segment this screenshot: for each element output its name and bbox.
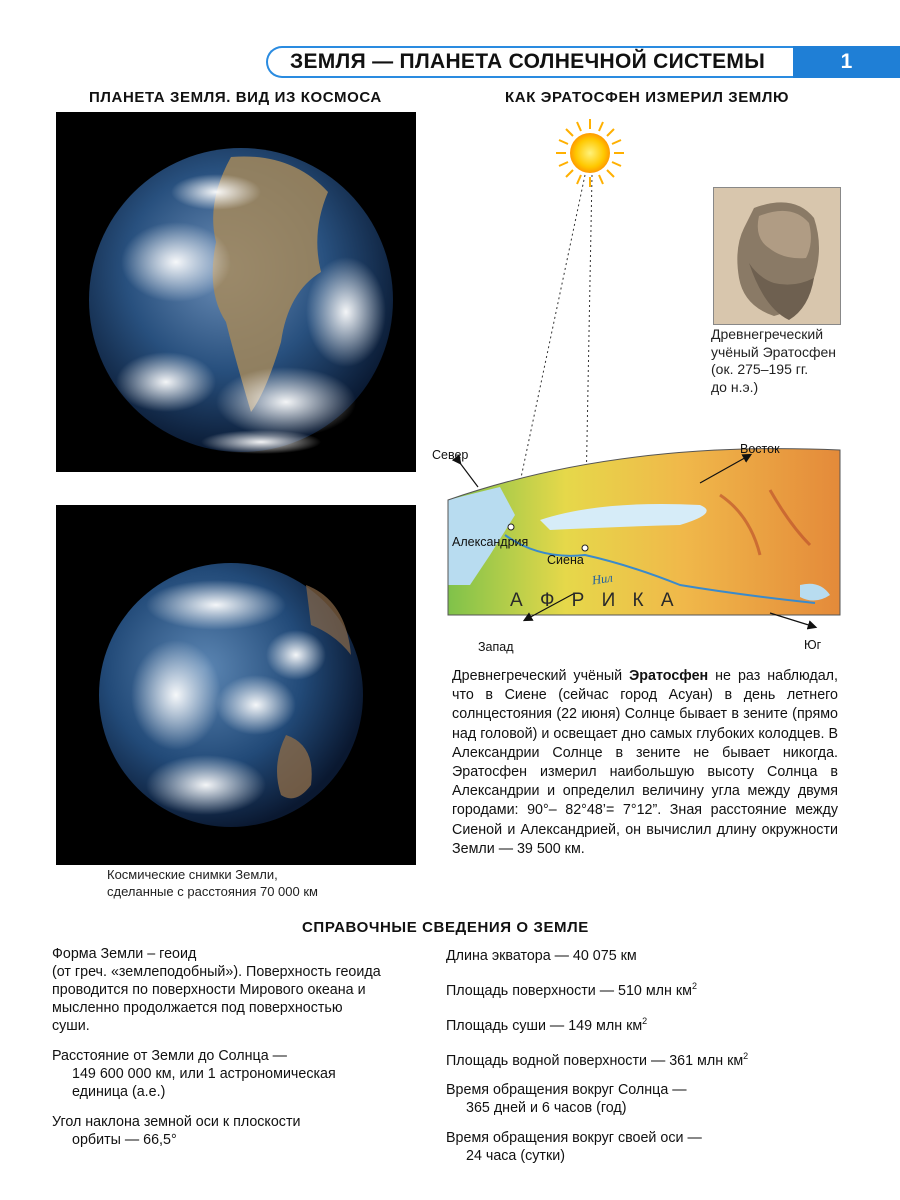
ref-surface-area-sup: 2 bbox=[691, 981, 697, 991]
earth-globe-image-2 bbox=[56, 505, 416, 865]
ref-orbit-period-value: 365 дней и 6 часов (год) bbox=[466, 1100, 627, 1117]
ref-sun-distance bbox=[52, 1047, 382, 1101]
paragraph-name: Эратосфен bbox=[629, 668, 709, 684]
paragraph-intro: Древнегреческий учёный bbox=[452, 668, 630, 684]
portrait-caption-line-1: Древнегреческий bbox=[711, 326, 824, 342]
portrait-caption-line-4: до н.э.) bbox=[711, 378, 759, 395]
label-africa: А Ф Р И К А bbox=[510, 590, 680, 611]
section-title-earth-from-space: ПЛАНЕТА ЗЕМЛЯ. ВИД ИЗ КОСМОСА bbox=[89, 89, 382, 106]
label-south: Юг bbox=[804, 638, 822, 652]
page-title: ЗЕМЛЯ — ПЛАНЕТА СОЛНЕЧНОЙ СИСТЕМЫ bbox=[290, 50, 766, 73]
eratosthenes-portrait bbox=[713, 187, 841, 325]
north-arrow bbox=[460, 463, 478, 487]
label-north: Север bbox=[432, 448, 469, 462]
ref-water-area-text: Площадь водной поверхности — 361 млн км bbox=[446, 1052, 744, 1069]
section-title-reference: СПРАВОЧНЫЕ СВЕДЕНИЯ О ЗЕМЛЕ bbox=[302, 919, 589, 936]
ref-surface-area bbox=[446, 977, 846, 1000]
ref-equator-text: Длина экватора — 40 075 км bbox=[446, 948, 637, 964]
ref-sun-distance-title: Расстояние от Земли до Солнца — bbox=[52, 1048, 287, 1064]
earth-globe-image-1 bbox=[56, 112, 416, 472]
ref-axis-tilt-value: орбиты — 66,5° bbox=[72, 1132, 177, 1148]
label-siena: Сиена bbox=[547, 553, 584, 567]
ref-geoid-text: (от греч. «землеподобный»). Поверхность геоида проводится по поверхности Мирового океана и мысленно продолжается под поверхностью суши. bbox=[52, 964, 381, 1034]
reference-left-column bbox=[52, 945, 382, 1161]
photos-caption-line-2: сделанные с расстояния 70 000 км bbox=[107, 884, 318, 899]
portrait-caption-line-3: (ок. 275–195 гг. bbox=[711, 361, 809, 377]
ref-orbit-period-title: Время обращения вокруг Солнца — bbox=[446, 1082, 687, 1099]
ref-water-area-sup: 2 bbox=[743, 1050, 749, 1061]
reference-right-column bbox=[446, 947, 846, 1177]
label-east: Восток bbox=[740, 442, 780, 456]
label-nile: Нил bbox=[591, 570, 614, 588]
ref-equator bbox=[446, 947, 846, 965]
ref-surface-area-text: Площадь поверхности — 510 млн км bbox=[446, 982, 692, 999]
siena-marker bbox=[582, 545, 588, 551]
label-west: Запад bbox=[478, 640, 514, 654]
page-number: 1 bbox=[793, 46, 900, 78]
ref-rotation-period-value: 24 часа (сутки) bbox=[466, 1148, 565, 1165]
ref-land-area-text: Площадь суши — 149 млн км bbox=[446, 1017, 643, 1034]
paragraph-rest: не раз наблюдал, что в Сиене (сейчас город Асуан) в день летнего солнцестояния (22 июня) Солнце бывает в зените (прямо над головой) и освещает дно самых глубоких колодцев. В Александрии Солнце в зените не бывает никогда. Эратосфен измерил наибольшую высоту Солнца в Александрии и определил величину угла между двумя городами: 90°– 82°48’= 7°12”. Зная расстояние между Сиеной и Александрией, он вычислил длину окружности Земли — 39 500 км. bbox=[452, 668, 838, 857]
portrait-caption bbox=[711, 326, 836, 396]
ref-geoid-title: Форма Земли – геоид bbox=[52, 946, 197, 962]
ref-axis-tilt bbox=[52, 1113, 382, 1149]
ref-land-area bbox=[446, 1012, 846, 1035]
earth-photo-1 bbox=[56, 112, 416, 472]
alexandria-marker bbox=[508, 524, 514, 530]
sun-icon bbox=[556, 119, 624, 187]
ref-axis-tilt-title: Угол наклона земной оси к плоскости bbox=[52, 1114, 301, 1130]
ref-rotation-period bbox=[446, 1129, 846, 1165]
eratosthenes-paragraph bbox=[452, 667, 838, 859]
ref-water-area bbox=[446, 1047, 846, 1070]
label-alexandria: Александрия bbox=[452, 535, 529, 549]
photos-caption bbox=[107, 866, 407, 900]
ref-orbit-period bbox=[446, 1081, 846, 1117]
earth-photo-2 bbox=[56, 505, 416, 865]
ref-geoid bbox=[52, 945, 382, 1035]
portrait-bust-image bbox=[714, 188, 840, 324]
ref-sun-distance-value: 149 600 000 км, или 1 астрономическая единица (а.е.) bbox=[72, 1066, 336, 1100]
portrait-caption-line-2: учёный Эратосфен bbox=[711, 343, 836, 360]
section-title-eratosthenes: КАК ЭРАТОСФЕН ИЗМЕРИЛ ЗЕМЛЮ bbox=[505, 89, 790, 106]
ref-rotation-period-title: Время обращения вокруг своей оси — bbox=[446, 1130, 702, 1147]
ref-land-area-sup: 2 bbox=[642, 1015, 648, 1026]
photos-caption-line-1: Космические снимки Земли, bbox=[107, 867, 278, 882]
